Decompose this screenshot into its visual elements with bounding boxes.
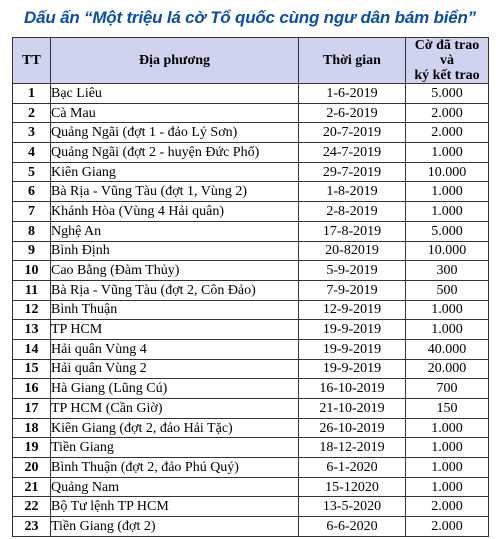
cell-place: Kiên Giang (đợt 2, đảo Hải Tặc) [51,418,299,438]
cell-flags: 150 [406,399,489,419]
table-row [13,517,489,537]
cell-flags: 40.000 [406,339,489,359]
cell-flags: 1.000 [406,418,489,438]
cell-place: Quảng Ngãi (đợt 1 - đảo Lý Sơn) [51,123,299,143]
cell-date: 15-12020 [299,477,406,497]
cell-tt: 15 [13,359,51,379]
cell-tt: 17 [13,399,51,419]
header-place: Địa phương [51,38,299,84]
flags-table [12,37,489,537]
cell-flags: 10.000 [406,162,489,182]
cell-place: Bà Rịa - Vũng Tàu (đợt 1, Vùng 2) [51,182,299,202]
cell-place: Bà Rịa - Vũng Tàu (đợt 2, Côn Đảo) [51,280,299,300]
cell-date: 29-7-2019 [299,162,406,182]
cell-place: Bộ Tư lệnh TP HCM [51,497,299,517]
cell-tt: 23 [13,517,51,537]
cell-flags: 20.000 [406,359,489,379]
cell-flags: 1.000 [406,477,489,497]
cell-date: 1-6-2019 [299,84,406,104]
cell-tt: 2 [13,103,51,123]
cell-tt: 16 [13,379,51,399]
cell-tt: 7 [13,202,51,222]
cell-tt: 18 [13,418,51,438]
cell-date: 2-8-2019 [299,202,406,222]
cell-flags: 1.000 [406,320,489,340]
table-body [13,84,489,537]
cell-date: 16-10-2019 [299,379,406,399]
cell-place: Cao Bằng (Đàm Thủy) [51,261,299,281]
cell-flags: 5.000 [406,84,489,104]
table-row [13,103,489,123]
cell-flags: 5.000 [406,221,489,241]
table-row [13,359,489,379]
header-tt: TT [13,38,51,84]
table-row [13,202,489,222]
cell-date: 6-6-2020 [299,517,406,537]
cell-date: 5-9-2019 [299,261,406,281]
cell-flags: 1.000 [406,458,489,478]
cell-flags: 700 [406,379,489,399]
table-row [13,438,489,458]
cell-flags: 1.000 [406,300,489,320]
cell-flags: 1.000 [406,182,489,202]
cell-place: Nghệ An [51,221,299,241]
cell-place: Quảng Ngãi (đợt 2 - huyện Đức Phổ) [51,143,299,163]
cell-flags: 2.000 [406,103,489,123]
page-title: Dấu ấn “Một triệu lá cờ Tổ quốc cùng ngư dân bám biển” [24,8,476,27]
cell-place: Hà Giang (Lũng Cú) [51,379,299,399]
table-row [13,143,489,163]
table-row [13,458,489,478]
table-row [13,261,489,281]
cell-place: Tiền Giang [51,438,299,458]
table-row [13,84,489,104]
cell-date: 2-6-2019 [299,103,406,123]
table-row [13,379,489,399]
cell-tt: 12 [13,300,51,320]
cell-tt: 6 [13,182,51,202]
table-row [13,418,489,438]
cell-flags: 1.000 [406,143,489,163]
cell-date: 13-5-2020 [299,497,406,517]
cell-flags: 2.000 [406,497,489,517]
table-row [13,241,489,261]
table-row [13,477,489,497]
cell-date: 6-1-2020 [299,458,406,478]
cell-place: Hải quân Vùng 4 [51,339,299,359]
cell-tt: 1 [13,84,51,104]
cell-date: 17-8-2019 [299,221,406,241]
cell-tt: 20 [13,458,51,478]
header-row [13,38,489,84]
table-row [13,339,489,359]
table-row [13,221,489,241]
cell-tt: 21 [13,477,51,497]
cell-place: Bình Thuận (đợt 2, đảo Phú Quý) [51,458,299,478]
cell-place: TP HCM [51,320,299,340]
cell-tt: 8 [13,221,51,241]
cell-place: Bình Thuận [51,300,299,320]
cell-tt: 9 [13,241,51,261]
cell-place: TP HCM (Cần Giờ) [51,399,299,419]
cell-place: Cà Mau [51,103,299,123]
table-header [13,38,489,84]
cell-tt: 5 [13,162,51,182]
cell-tt: 10 [13,261,51,281]
cell-place: Bình Định [51,241,299,261]
cell-place: Hải quân Vùng 2 [51,359,299,379]
cell-date: 19-9-2019 [299,320,406,340]
cell-date: 7-9-2019 [299,280,406,300]
table-row [13,399,489,419]
cell-flags: 1.000 [406,202,489,222]
cell-date: 24-7-2019 [299,143,406,163]
cell-tt: 3 [13,123,51,143]
cell-date: 20-7-2019 [299,123,406,143]
cell-date: 19-9-2019 [299,339,406,359]
cell-tt: 13 [13,320,51,340]
cell-tt: 4 [13,143,51,163]
cell-flags: 2.000 [406,123,489,143]
cell-date: 19-9-2019 [299,359,406,379]
cell-tt: 22 [13,497,51,517]
cell-place: Kiên Giang [51,162,299,182]
cell-date: 1-8-2019 [299,182,406,202]
cell-tt: 11 [13,280,51,300]
cell-tt: 14 [13,339,51,359]
cell-date: 26-10-2019 [299,418,406,438]
cell-date: 20-82019 [299,241,406,261]
table-row [13,123,489,143]
cell-tt: 19 [13,438,51,458]
header-flags-line1: Cờ đã trao và [414,38,480,68]
cell-date: 21-10-2019 [299,399,406,419]
cell-flags: 500 [406,280,489,300]
cell-date: 12-9-2019 [299,300,406,320]
header-date: Thời gian [299,38,406,84]
cell-flags: 1.000 [406,438,489,458]
cell-date: 18-12-2019 [299,438,406,458]
table-row [13,320,489,340]
table-row [13,182,489,202]
table-row [13,162,489,182]
cell-flags: 2.000 [406,517,489,537]
table-row [13,280,489,300]
cell-flags: 10.000 [406,241,489,261]
header-flags-line2: ký kết trao [414,68,480,83]
table-row [13,497,489,517]
cell-place: Tiền Giang (đợt 2) [51,517,299,537]
cell-place: Bạc Liêu [51,84,299,104]
cell-place: Khánh Hòa (Vùng 4 Hải quân) [51,202,299,222]
table-row [13,300,489,320]
header-flags [406,38,489,84]
cell-flags: 300 [406,261,489,281]
cell-place: Quảng Nam [51,477,299,497]
